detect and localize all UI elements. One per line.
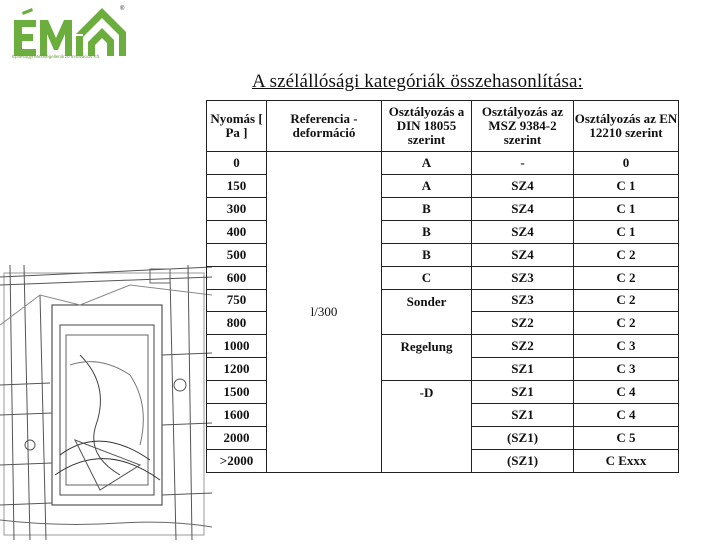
header-en: Osztályozás az EN 12210 szerint — [574, 101, 679, 152]
msz-cell: SZ2 — [472, 335, 574, 358]
pressure-cell: 1000 — [207, 335, 267, 358]
msz-cell: SZ3 — [472, 266, 574, 289]
din-cell: -D — [382, 381, 472, 473]
pressure-cell: 400 — [207, 220, 267, 243]
msz-cell: SZ4 — [472, 197, 574, 220]
en-cell: 0 — [574, 152, 679, 175]
pressure-cell: >2000 — [207, 449, 267, 472]
msz-cell: SZ1 — [472, 404, 574, 427]
pressure-cell: 500 — [207, 243, 267, 266]
en-cell: C 3 — [574, 358, 679, 381]
en-cell: C 1 — [574, 174, 679, 197]
din-cell: Regelung — [382, 335, 472, 381]
din-cell: B — [382, 243, 472, 266]
din-cell: C — [382, 266, 472, 289]
header-msz: Osztályozás az MSZ 9384-2 szerint — [472, 101, 574, 152]
pressure-cell: 150 — [207, 174, 267, 197]
test-rig-sketch — [0, 265, 212, 540]
header-reference: Referencia - deformáció — [267, 101, 382, 152]
msz-cell: (SZ1) — [472, 449, 574, 472]
msz-cell: SZ1 — [472, 358, 574, 381]
din-cell: A — [382, 174, 472, 197]
din-cell: Sonder — [382, 289, 472, 335]
en-cell: C 2 — [574, 266, 679, 289]
reference-cell: l/300 — [267, 152, 382, 473]
msz-cell: SZ1 — [472, 381, 574, 404]
header-pressure: Nyomás [ Pa ] — [207, 101, 267, 152]
registered-mark: ® — [120, 6, 125, 12]
en-cell: C 5 — [574, 427, 679, 450]
page-title: A szélállósági kategóriák összehasonlítása: — [252, 71, 583, 92]
din-cell: B — [382, 197, 472, 220]
din-cell: B — [382, 220, 472, 243]
pressure-cell: 800 — [207, 312, 267, 335]
wind-category-table — [206, 100, 679, 473]
table-header-row — [207, 101, 679, 152]
en-cell: C 3 — [574, 335, 679, 358]
msz-cell: SZ3 — [472, 289, 574, 312]
msz-cell: SZ4 — [472, 220, 574, 243]
msz-cell: SZ2 — [472, 312, 574, 335]
msz-cell: (SZ1) — [472, 427, 574, 450]
logo-subtitle: Építésügyi Minőségellenőrző Innovációs Kft. — [12, 54, 101, 59]
pressure-cell: 750 — [207, 289, 267, 312]
msz-cell: - — [472, 152, 574, 175]
pressure-cell: 2000 — [207, 427, 267, 450]
en-cell: C 4 — [574, 404, 679, 427]
din-cell: A — [382, 152, 472, 175]
en-cell: C 2 — [574, 289, 679, 312]
en-cell: C 2 — [574, 312, 679, 335]
msz-cell: SZ4 — [472, 243, 574, 266]
pressure-cell: 1500 — [207, 381, 267, 404]
pressure-cell: 300 — [207, 197, 267, 220]
en-cell: C 2 — [574, 243, 679, 266]
test-rig-drawing — [0, 265, 212, 540]
en-cell: C Exxx — [574, 449, 679, 472]
table-row — [207, 152, 679, 175]
pressure-cell: 1600 — [207, 404, 267, 427]
msz-cell: SZ4 — [472, 174, 574, 197]
pressure-cell: 0 — [207, 152, 267, 175]
en-cell: C 1 — [574, 220, 679, 243]
pressure-cell: 600 — [207, 266, 267, 289]
header-din: Osztályozás a DIN 18055 szerint — [382, 101, 472, 152]
en-cell: C 4 — [574, 381, 679, 404]
pressure-cell: 1200 — [207, 358, 267, 381]
en-cell: C 1 — [574, 197, 679, 220]
